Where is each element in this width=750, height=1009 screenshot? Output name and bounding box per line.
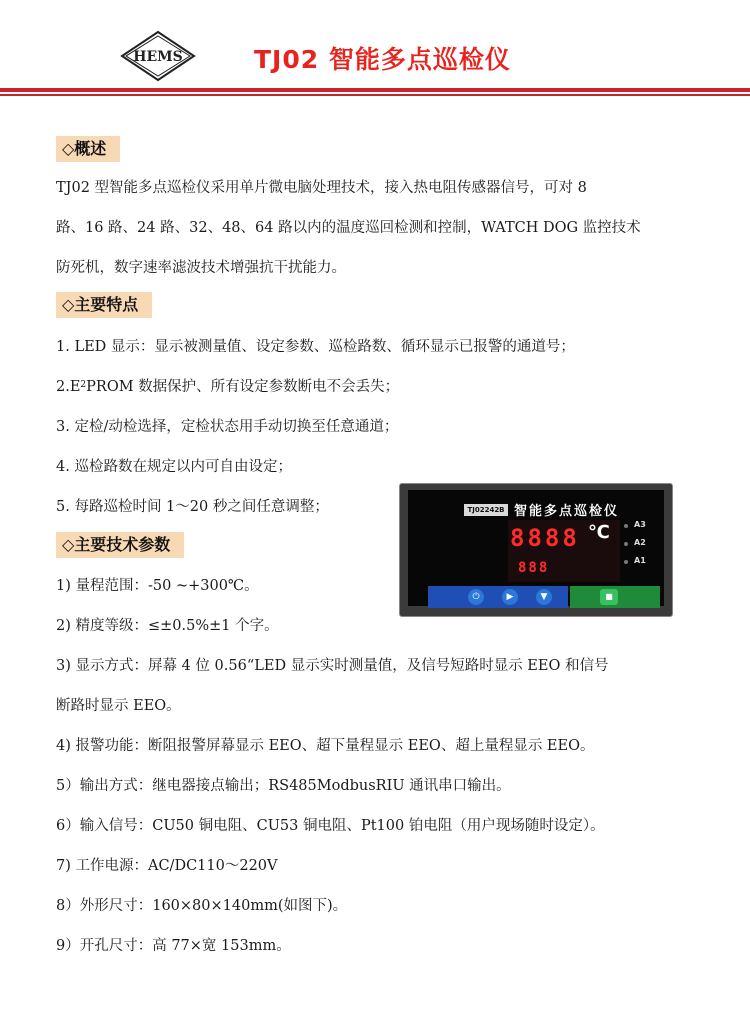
- alarm-led-icon: [624, 560, 628, 564]
- spec-item: 9）开孔尺寸：高 77×宽 153mm。: [56, 938, 291, 954]
- feature-item: 5. 每路巡检时间 1～20 秒之间任意调整；: [56, 499, 329, 515]
- device-model-label: TJ02242B: [464, 504, 508, 516]
- device-button-bar: [428, 586, 568, 608]
- overview-line: 路、16 路、24 路、32、48、64 路以内的温度巡回检测和控制，WATCH DOG 监控技术: [56, 220, 641, 236]
- device-display-main: 8888: [510, 524, 580, 552]
- spec-item: 3) 显示方式：屏幕 4 位 0.56“LED 显示实时测量值，及信号短路时显示 EEO 和信号: [56, 658, 609, 674]
- power-icon: ⏻: [468, 589, 484, 605]
- spec-item: 1) 量程范围：-50 ~+300℃。: [56, 578, 259, 594]
- spec-item: 7) 工作电源：AC/DC110～220V: [56, 858, 278, 874]
- spec-item: 5）输出方式：继电器接点输出；RS485ModbusRIU 通讯串口输出。: [56, 778, 511, 794]
- feature-item: 1. LED 显示：显示被测量值、设定参数、巡检路数、循环显示已报警的通道号；: [56, 339, 575, 355]
- header-rule-thin: [0, 94, 750, 96]
- feature-item: 4. 巡检路数在规定以内可自由设定；: [56, 459, 292, 475]
- play-icon: ▶: [502, 589, 518, 605]
- spec-item: 2) 精度等级：≤±0.5%±1 个字。: [56, 618, 279, 634]
- spec-item-continued: 断路时显示 EEO。: [56, 698, 181, 714]
- section-heading-specs: ◇主要技术参数: [56, 532, 184, 558]
- feature-item: [56, 377, 399, 397]
- alarm-label: A1: [634, 556, 646, 565]
- spec-item: 8）外形尺寸：160×80×140mm(如图下)。: [56, 898, 348, 914]
- overview-line: 防死机，数字速率滤波技术增强抗干扰能力。: [56, 260, 346, 276]
- alarm-label: A3: [634, 520, 646, 529]
- feature-item: 3. 定检/动检选择，定检状态用手动切换至任意通道；: [56, 419, 399, 435]
- alarm-label: A2: [634, 538, 646, 547]
- device-face: [408, 490, 664, 606]
- section-heading-features: ◇主要特点: [56, 292, 152, 318]
- overview-line: TJ02 型智能多点巡检仪采用单片微电脑处理技术，接入热电阻传感器信号，可对 8: [56, 180, 587, 196]
- alarm-led-icon: [624, 524, 628, 528]
- device-name: 智能多点巡检仪: [514, 504, 620, 519]
- down-arrow-icon: ▼: [536, 589, 552, 605]
- header-rule: [0, 88, 750, 92]
- alarm-led-icon: [624, 542, 628, 546]
- spec-item: 4) 报警功能：断阻报警屏幕显示 EEO、超下量程显示 EEO、超上量程显示 EEO。: [56, 738, 595, 754]
- device-unit: ℃: [588, 522, 610, 543]
- spec-item: 6）输入信号：CU50 铜电阻、CU53 铜电阻、Pt100 铂电阻（用户现场随时设定）。: [56, 818, 605, 834]
- page-title: TJ02 智能多点巡检仪: [254, 45, 511, 74]
- device-display-sub: 888: [518, 560, 550, 576]
- superscript: 2: [80, 380, 87, 390]
- device-photo: [400, 484, 672, 616]
- device-green-panel: [570, 586, 660, 608]
- feature-item-prefix: 2.E: [56, 379, 81, 395]
- hems-logo: [120, 30, 196, 82]
- logo-text: HEMS: [133, 49, 183, 65]
- device-green-button: ■: [600, 589, 618, 605]
- section-heading-overview: ◇概述: [56, 136, 120, 162]
- feature-item-rest: PROM 数据保护、所有设定参数断电不会丢失；: [86, 379, 400, 395]
